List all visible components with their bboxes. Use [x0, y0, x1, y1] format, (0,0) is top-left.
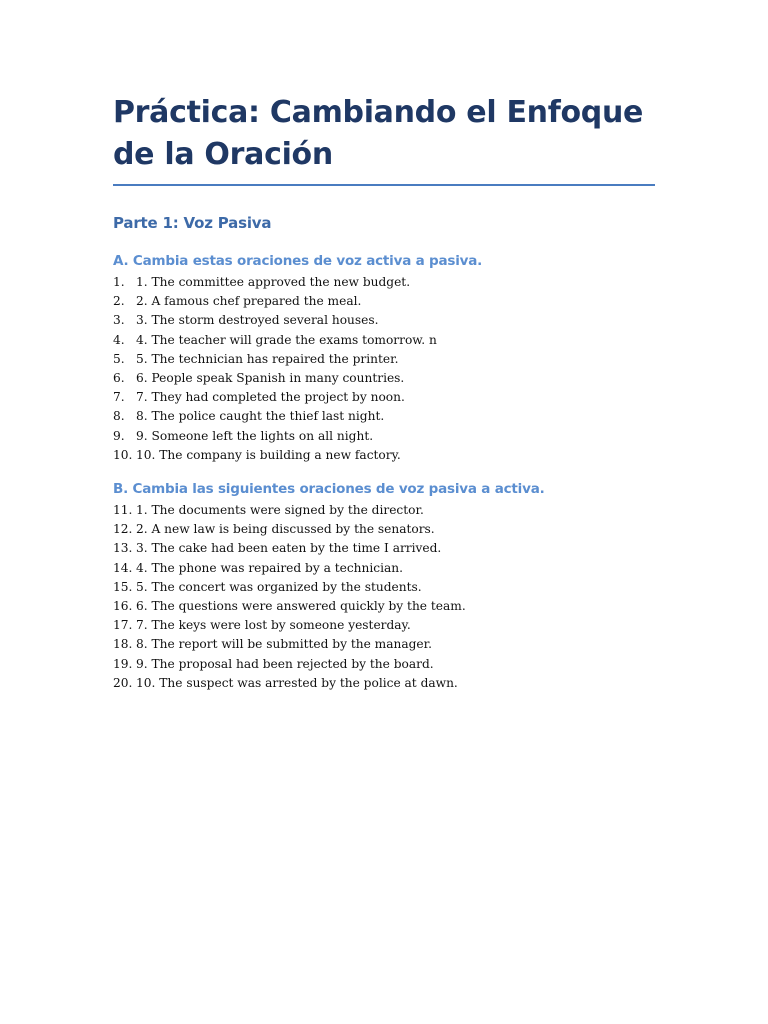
list-item-number: 12. — [113, 522, 133, 537]
list-item — [113, 520, 466, 539]
list-item — [113, 597, 466, 616]
list-item — [113, 501, 466, 520]
list-item-text: 1. The committee approved the new budget. — [136, 275, 411, 289]
list-item-text: 5. The technician has repaired the printer. — [136, 351, 399, 366]
list-item — [113, 369, 437, 388]
list-item — [113, 407, 437, 426]
list-item-text: 10. The company is building a new factory. — [136, 447, 401, 462]
list-item-text: 2. A new law is being discussed by the senators. — [136, 522, 435, 537]
list-item — [113, 655, 466, 674]
list-item-text: 2. A famous chef prepared the meal. — [136, 294, 362, 309]
list-item-text: 8. The report will be submitted by the manager. — [136, 637, 432, 652]
section-b-list — [113, 501, 466, 693]
list-item-number: 18. — [113, 637, 133, 652]
title-underline — [113, 184, 655, 186]
list-item-number: 20. — [113, 675, 133, 690]
list-item-text: 5. The concert was organized by the students. — [136, 579, 422, 594]
list-item — [113, 578, 466, 597]
list-item-number: 14. — [113, 560, 133, 575]
part-1-heading: Parte 1: Voz Pasiva — [113, 214, 272, 232]
list-item — [113, 292, 437, 311]
list-item-number: 15. — [113, 579, 133, 594]
list-item-number: 7. — [113, 390, 125, 405]
list-item — [113, 616, 466, 635]
section-a-list — [113, 273, 437, 465]
list-item-text: 8. The police caught the thief last night. — [136, 409, 385, 424]
list-item — [113, 446, 437, 465]
list-item-number: 19. — [113, 656, 133, 671]
list-item-text: 3. The storm destroyed several houses. — [136, 313, 379, 328]
list-item — [113, 559, 466, 578]
list-item — [113, 635, 466, 654]
list-item — [113, 427, 437, 446]
list-item-number: 2. — [113, 294, 125, 309]
list-item — [113, 350, 437, 369]
list-item-text: 4. The phone was repaired by a technician. — [136, 560, 403, 575]
list-item-text: 4. The teacher will grade the exams tomorrow. n — [136, 332, 437, 347]
list-item — [113, 539, 466, 558]
list-item-text: 1. The documents were signed by the director. — [136, 503, 424, 517]
list-item-text: 6. The questions were answered quickly by the team. — [136, 598, 466, 613]
list-item — [113, 388, 437, 407]
page-title: Práctica: Cambiando el Enfoque de la Oración — [113, 95, 644, 172]
section-b-heading: B. Cambia las siguientes oraciones de voz pasiva a activa. — [113, 481, 545, 497]
list-item — [113, 331, 437, 350]
list-item-number: 4. — [113, 332, 125, 347]
list-item — [113, 311, 437, 330]
list-item-number: 16. — [113, 598, 133, 613]
list-item-number: 11. — [113, 503, 133, 517]
list-item-number: 13. — [113, 541, 133, 556]
document-page — [113, 92, 655, 690]
list-item-number: 5. — [113, 351, 125, 366]
list-item-number: 10. — [113, 447, 133, 462]
list-item-number: 17. — [113, 618, 133, 633]
list-item-text: 9. The proposal had been rejected by the board. — [136, 656, 434, 671]
list-item-number: 6. — [113, 370, 125, 385]
list-item-text: 10. The suspect was arrested by the police at dawn. — [136, 675, 458, 690]
list-item-number: 1. — [113, 275, 125, 289]
list-item-number: 8. — [113, 409, 125, 424]
list-item-text: 3. The cake had been eaten by the time I arrived. — [136, 541, 442, 556]
list-item — [113, 273, 437, 292]
list-item-text: 7. The keys were lost by someone yesterday. — [136, 618, 411, 633]
list-item-text: 6. People speak Spanish in many countries. — [136, 370, 405, 385]
list-item-text: 9. Someone left the lights on all night. — [136, 428, 374, 443]
list-item-number: 9. — [113, 428, 125, 443]
list-item-number: 3. — [113, 313, 125, 328]
section-a-heading: A. Cambia estas oraciones de voz activa a pasiva. — [113, 253, 483, 269]
list-item — [113, 674, 466, 693]
list-item-text: 7. They had completed the project by noon. — [136, 390, 405, 405]
